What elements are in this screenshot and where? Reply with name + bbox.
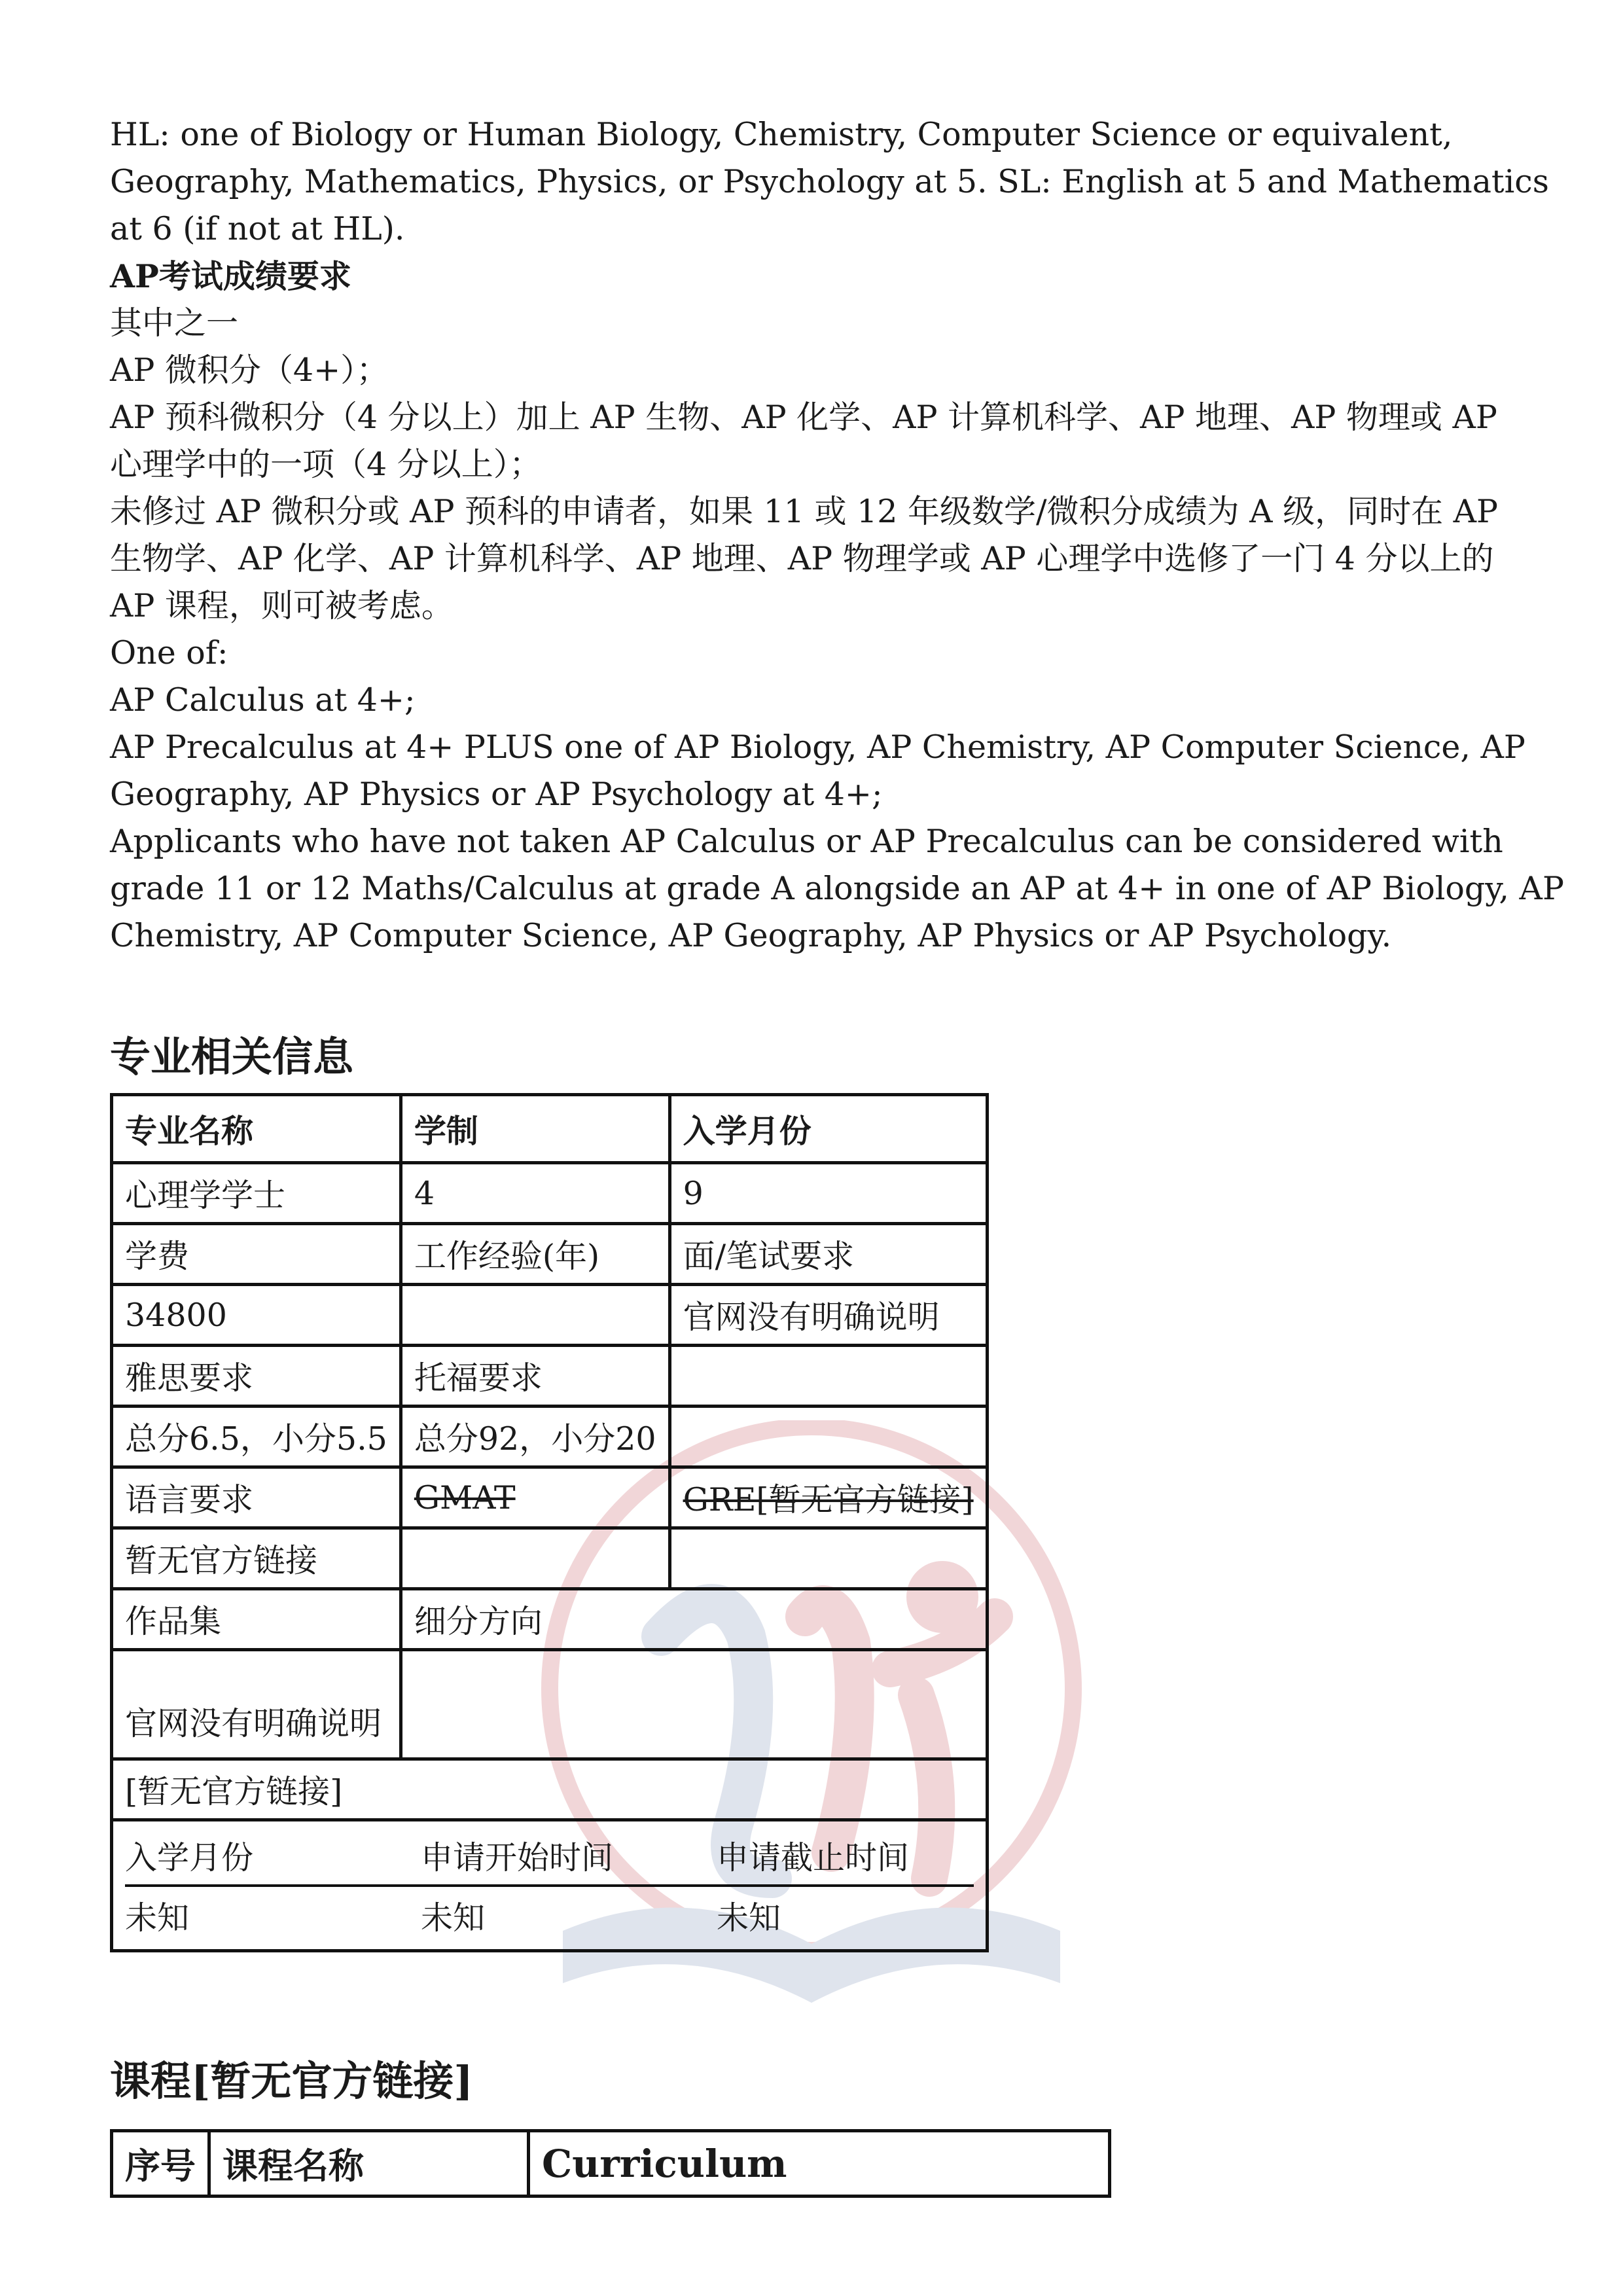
table-header-cell: 入学月份 xyxy=(125,1839,254,1876)
requirement-line: Geography, AP Physics or AP Psychology at 4+; xyxy=(110,776,883,813)
requirement-line: AP Calculus at 4+; xyxy=(110,681,416,719)
table-header-cell: 专业名称 xyxy=(112,1095,401,1163)
table-cell xyxy=(401,1285,669,1346)
requirement-line: Applicants who have not taken AP Calculus or AP Precalculus can be considered with xyxy=(110,823,1503,860)
table-row xyxy=(112,1589,988,1650)
table-cell: 学费 xyxy=(112,1224,401,1285)
table-cell: 官网没有明确说明 xyxy=(112,1650,401,1759)
table-row xyxy=(112,1285,988,1346)
table-row xyxy=(112,1650,988,1759)
table-cell: 雅思要求 xyxy=(112,1346,401,1407)
table-row xyxy=(112,2131,1110,2197)
table-cell xyxy=(401,1528,669,1589)
table-row xyxy=(112,1163,988,1224)
table-cell: 34800 xyxy=(112,1285,401,1346)
requirement-line: One of: xyxy=(110,634,228,672)
table-header-cell: 入学月份 xyxy=(669,1095,987,1163)
table-cell: 心理学学士 xyxy=(112,1163,401,1224)
requirement-line: 生物学、AP 化学、AP 计算机科学、AP 地理、AP 物理学或 AP 心理学中选修了一门 4 分以上的 xyxy=(110,540,1494,577)
requirement-line: AP 课程，则可被考虑。 xyxy=(110,587,454,624)
table-header-cell: Curriculum xyxy=(529,2131,1110,2197)
table-row xyxy=(112,1095,988,1163)
table-header-cell: 申请开始时间 xyxy=(421,1839,614,1876)
requirement-line: grade 11 or 12 Maths/Calculus at grade A alongside an AP at 4+ in one of AP Biology, AP xyxy=(110,870,1564,907)
table-cell: 暂无官方链接 xyxy=(112,1528,401,1589)
table-cell xyxy=(401,1650,987,1759)
table-row xyxy=(112,1407,988,1467)
table-cell: 4 xyxy=(401,1163,669,1224)
requirement-line: AP 微积分（4+）； xyxy=(110,351,389,389)
table-cell: 未知 xyxy=(421,1899,486,1937)
requirement-line: 其中之一 xyxy=(110,304,239,342)
admission-requirements xyxy=(110,111,1564,960)
table-cell xyxy=(669,1528,987,1589)
table-cell xyxy=(669,1346,987,1407)
requirement-line: AP Precalculus at 4+ PLUS one of AP Biology, AP Chemistry, AP Computer Science, AP xyxy=(110,728,1525,766)
table-row xyxy=(112,1346,988,1407)
program-info-table xyxy=(110,1093,989,1952)
courses-table xyxy=(110,2129,1111,2198)
table-cell: 作品集 xyxy=(112,1589,401,1650)
table-row xyxy=(112,1820,988,1951)
table-cell: 工作经验(年) xyxy=(401,1224,669,1285)
gmat-cell: GMAT xyxy=(401,1467,669,1528)
courses-heading: 课程[暂无官方链接] xyxy=(110,2057,473,2105)
table-cell: 面/笔试要求 xyxy=(669,1224,987,1285)
table-header-cell: 课程名称 xyxy=(209,2131,529,2197)
table-cell: 托福要求 xyxy=(401,1346,669,1407)
application-dates-header xyxy=(125,1827,974,1887)
requirement-line: at 6 (if not at HL). xyxy=(110,210,405,247)
table-cell: 9 xyxy=(669,1163,987,1224)
table-cell: 总分92，小分20 xyxy=(401,1407,669,1467)
table-header-cell: 序号 xyxy=(112,2131,209,2197)
requirement-line: 心理学中的一项（4 分以上）； xyxy=(110,446,542,483)
table-cell: 未知 xyxy=(125,1899,190,1937)
table-cell: 未知 xyxy=(717,1899,781,1937)
table-cell xyxy=(669,1407,987,1467)
table-cell: 官网没有明确说明 xyxy=(669,1285,987,1346)
table-row xyxy=(112,1759,988,1820)
table-header-cell: 申请截止时间 xyxy=(717,1839,910,1876)
table-row xyxy=(112,1224,988,1285)
application-dates-cell xyxy=(112,1820,988,1951)
table-cell: 语言要求 xyxy=(112,1467,401,1528)
program-info-heading: 专业相关信息 xyxy=(110,1033,354,1081)
gre-cell: GRE[暂无官方链接] xyxy=(669,1467,987,1528)
requirement-line: HL: one of Biology or Human Biology, Chemistry, Computer Science or equivalent, xyxy=(110,116,1453,153)
requirement-line: AP 预科微积分（4 分以上）加上 AP 生物、AP 化学、AP 计算机科学、AP 地理、AP 物理或 AP xyxy=(110,399,1497,436)
table-row xyxy=(112,1467,988,1528)
requirement-line: 未修过 AP 微积分或 AP 预科的申请者，如果 11 或 12 年级数学/微积分成绩为 A 级，同时在 AP xyxy=(110,493,1498,530)
table-cell: [暂无官方链接] xyxy=(112,1759,988,1820)
table-row xyxy=(112,1528,988,1589)
application-dates-values xyxy=(125,1887,974,1945)
requirement-line: Geography, Mathematics, Physics, or Psychology at 5. SL: English at 5 and Mathematics xyxy=(110,163,1549,200)
table-cell: 总分6.5，小分5.5 xyxy=(112,1407,401,1467)
table-cell: 细分方向 xyxy=(401,1589,987,1650)
table-header-cell: 学制 xyxy=(401,1095,669,1163)
requirement-line: Chemistry, AP Computer Science, AP Geography, AP Physics or AP Psychology. xyxy=(110,917,1392,954)
ap-requirements-title: AP考试成绩要求 xyxy=(110,257,351,295)
